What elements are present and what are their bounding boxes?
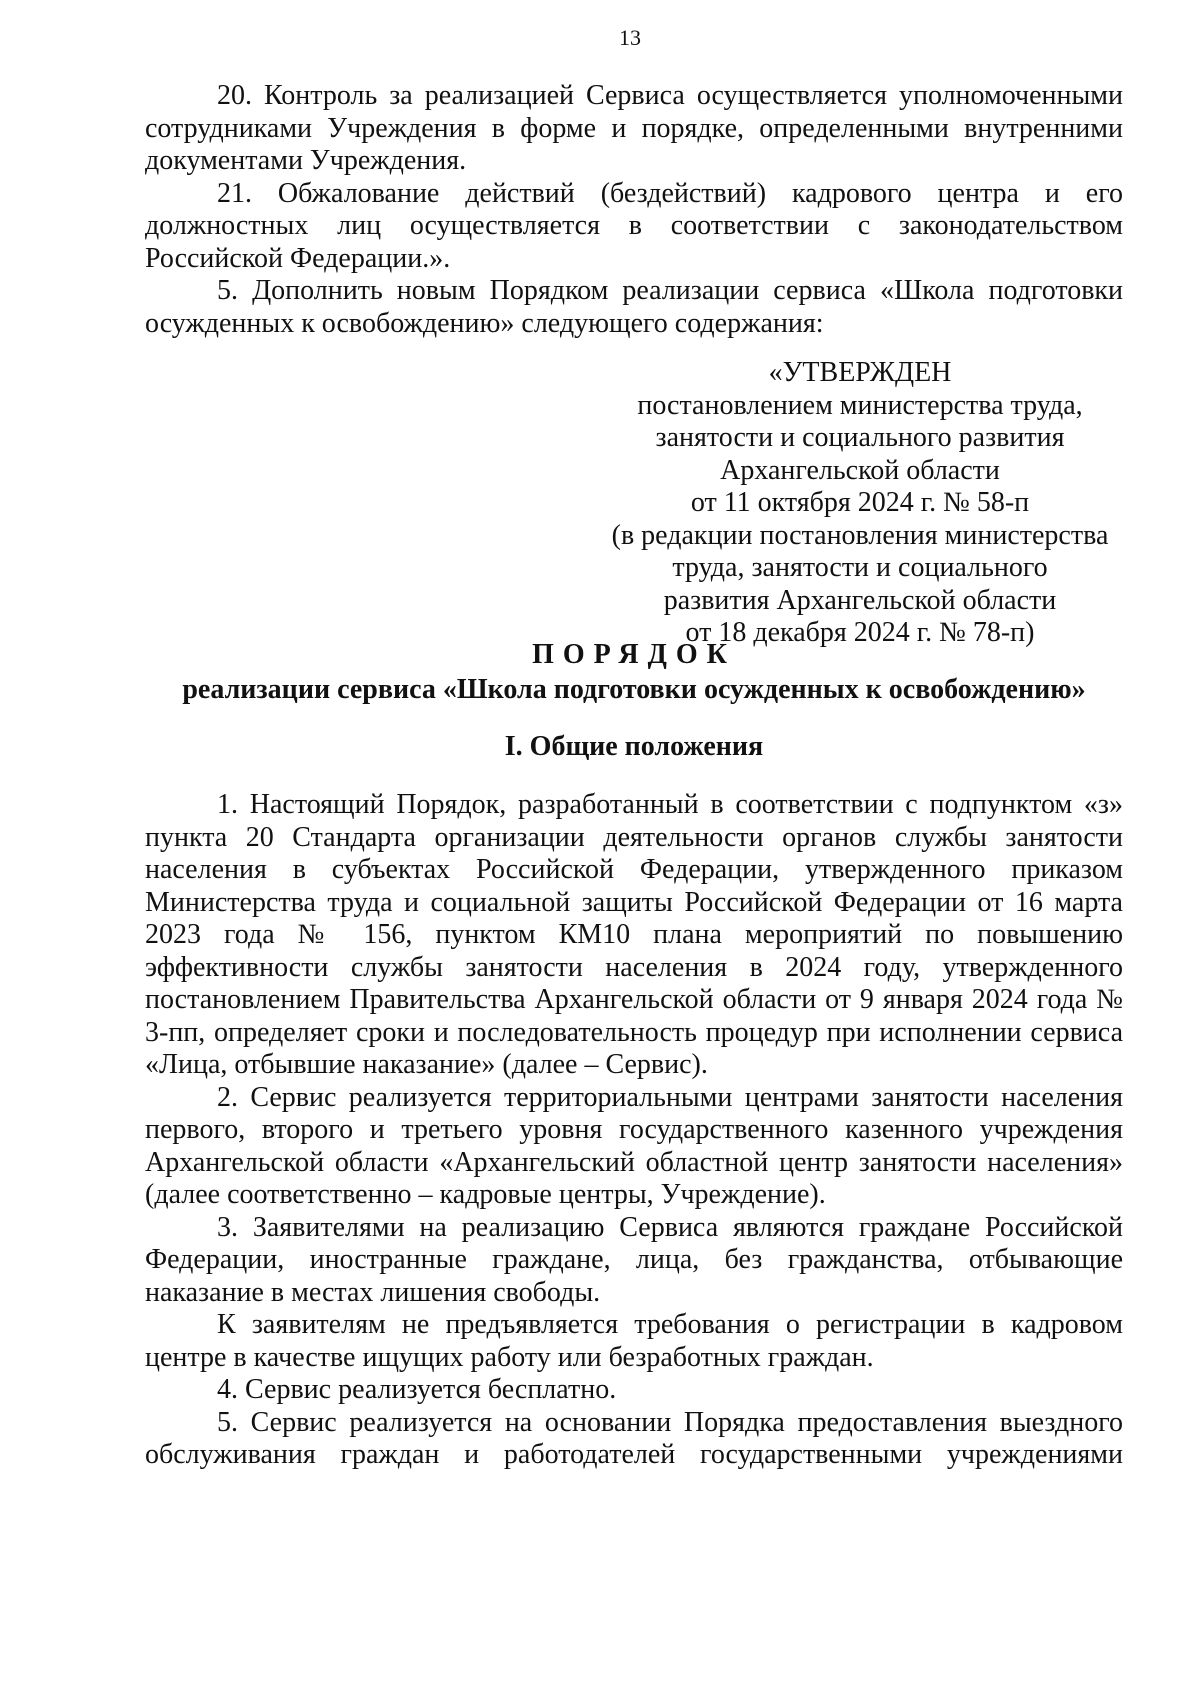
approval-line: «УТВЕРЖДЕН — [768, 357, 952, 388]
paragraph-1: 1. Настоящий Порядок, разработанный в соответствии с подпунктом «з» пункта 20 Стандарта организации деятельности органов службы занятости населения в субъектах Российской Федерации, утвержденного приказом Министерства труда и социальной защиты Российской Федерации от 16 марта 2023 года № 156, пунктом КМ10 плана мероприятий по повышению эффективности службы занятости населения в 2024 году, утвержденного постановлением Правительства Архангельской области от 9 января 2024 года № 3-пп, определяет сроки и последовательность процедур при исполнении сервиса «Лица, отбывшие наказание» (далее – Сервис). — [145, 789, 1123, 1080]
paragraph-3-note: К заявителям не предъявляется требования о регистрации в кадровом центре в качестве ищущих работу или безработных граждан. — [145, 1309, 1123, 1373]
paragraph-20: 20. Контроль за реализацией Сервиса осуществляется уполномоченными сотрудниками Учреждения в форме и порядке, определенными внутренними документами Учреждения. — [145, 80, 1123, 176]
section-heading: I. Общие положения — [504, 731, 764, 762]
approval-block — [600, 357, 1120, 650]
approval-line: занятости и социального развития — [655, 422, 1065, 453]
document-subtitle: реализации сервиса «Школа подготовки осужденных к освобождению» — [182, 674, 1086, 705]
approval-line: развития Архангельской области — [663, 584, 1057, 616]
paragraph-5: 5. Сервис реализуется на основании Порядка предоставления выездного обслуживания граждан и работодателей государственными учреждениями — [145, 1406, 1123, 1470]
paragraph-2: 2. Сервис реализуется территориальными центрами занятости населения первого, второго и третьего уровня государственного казенного учреждения Архангельской области «Архангельский областной центр занятости населения» (далее соответственно – кадровые центры, Учреждение). — [145, 1081, 1123, 1210]
approval-line: Архангельской области — [720, 454, 1000, 486]
document-title: ПОРЯДОК — [532, 639, 736, 670]
section-paragraphs — [145, 789, 1123, 1472]
page-number: 13 — [619, 25, 641, 50]
paragraph-4: 4. Сервис реализуется бесплатно. — [217, 1374, 617, 1405]
paragraph-3: 3. Заявителями на реализацию Сервиса являются граждане Российской Федерации, иностранные граждане, лица, без гражданства, отбывающие наказание в местах лишения свободы. — [145, 1211, 1123, 1308]
paragraph-amendment-5: 5. Дополнить новым Порядком реализации сервиса «Школа подготовки осужденных к освобождению» следующего содержания: — [145, 275, 1123, 339]
approval-line: от 11 октября 2024 г. № 58-п — [690, 487, 1030, 518]
approval-line: труда, занятости и социального — [672, 552, 1048, 583]
paragraph-21: 21. Обжалование действий (бездействий) кадрового центра и его должностных лиц осуществляется в соответствии с законодательством Российской Федерации.». — [145, 177, 1123, 274]
approval-line: постановлением министерства труда, — [637, 389, 1083, 421]
approval-line: от 18 декабря 2024 г. № 78-п) — [685, 617, 1035, 648]
approval-line: (в редакции постановления министерства — [611, 519, 1109, 551]
top-paragraphs — [145, 80, 1123, 340]
